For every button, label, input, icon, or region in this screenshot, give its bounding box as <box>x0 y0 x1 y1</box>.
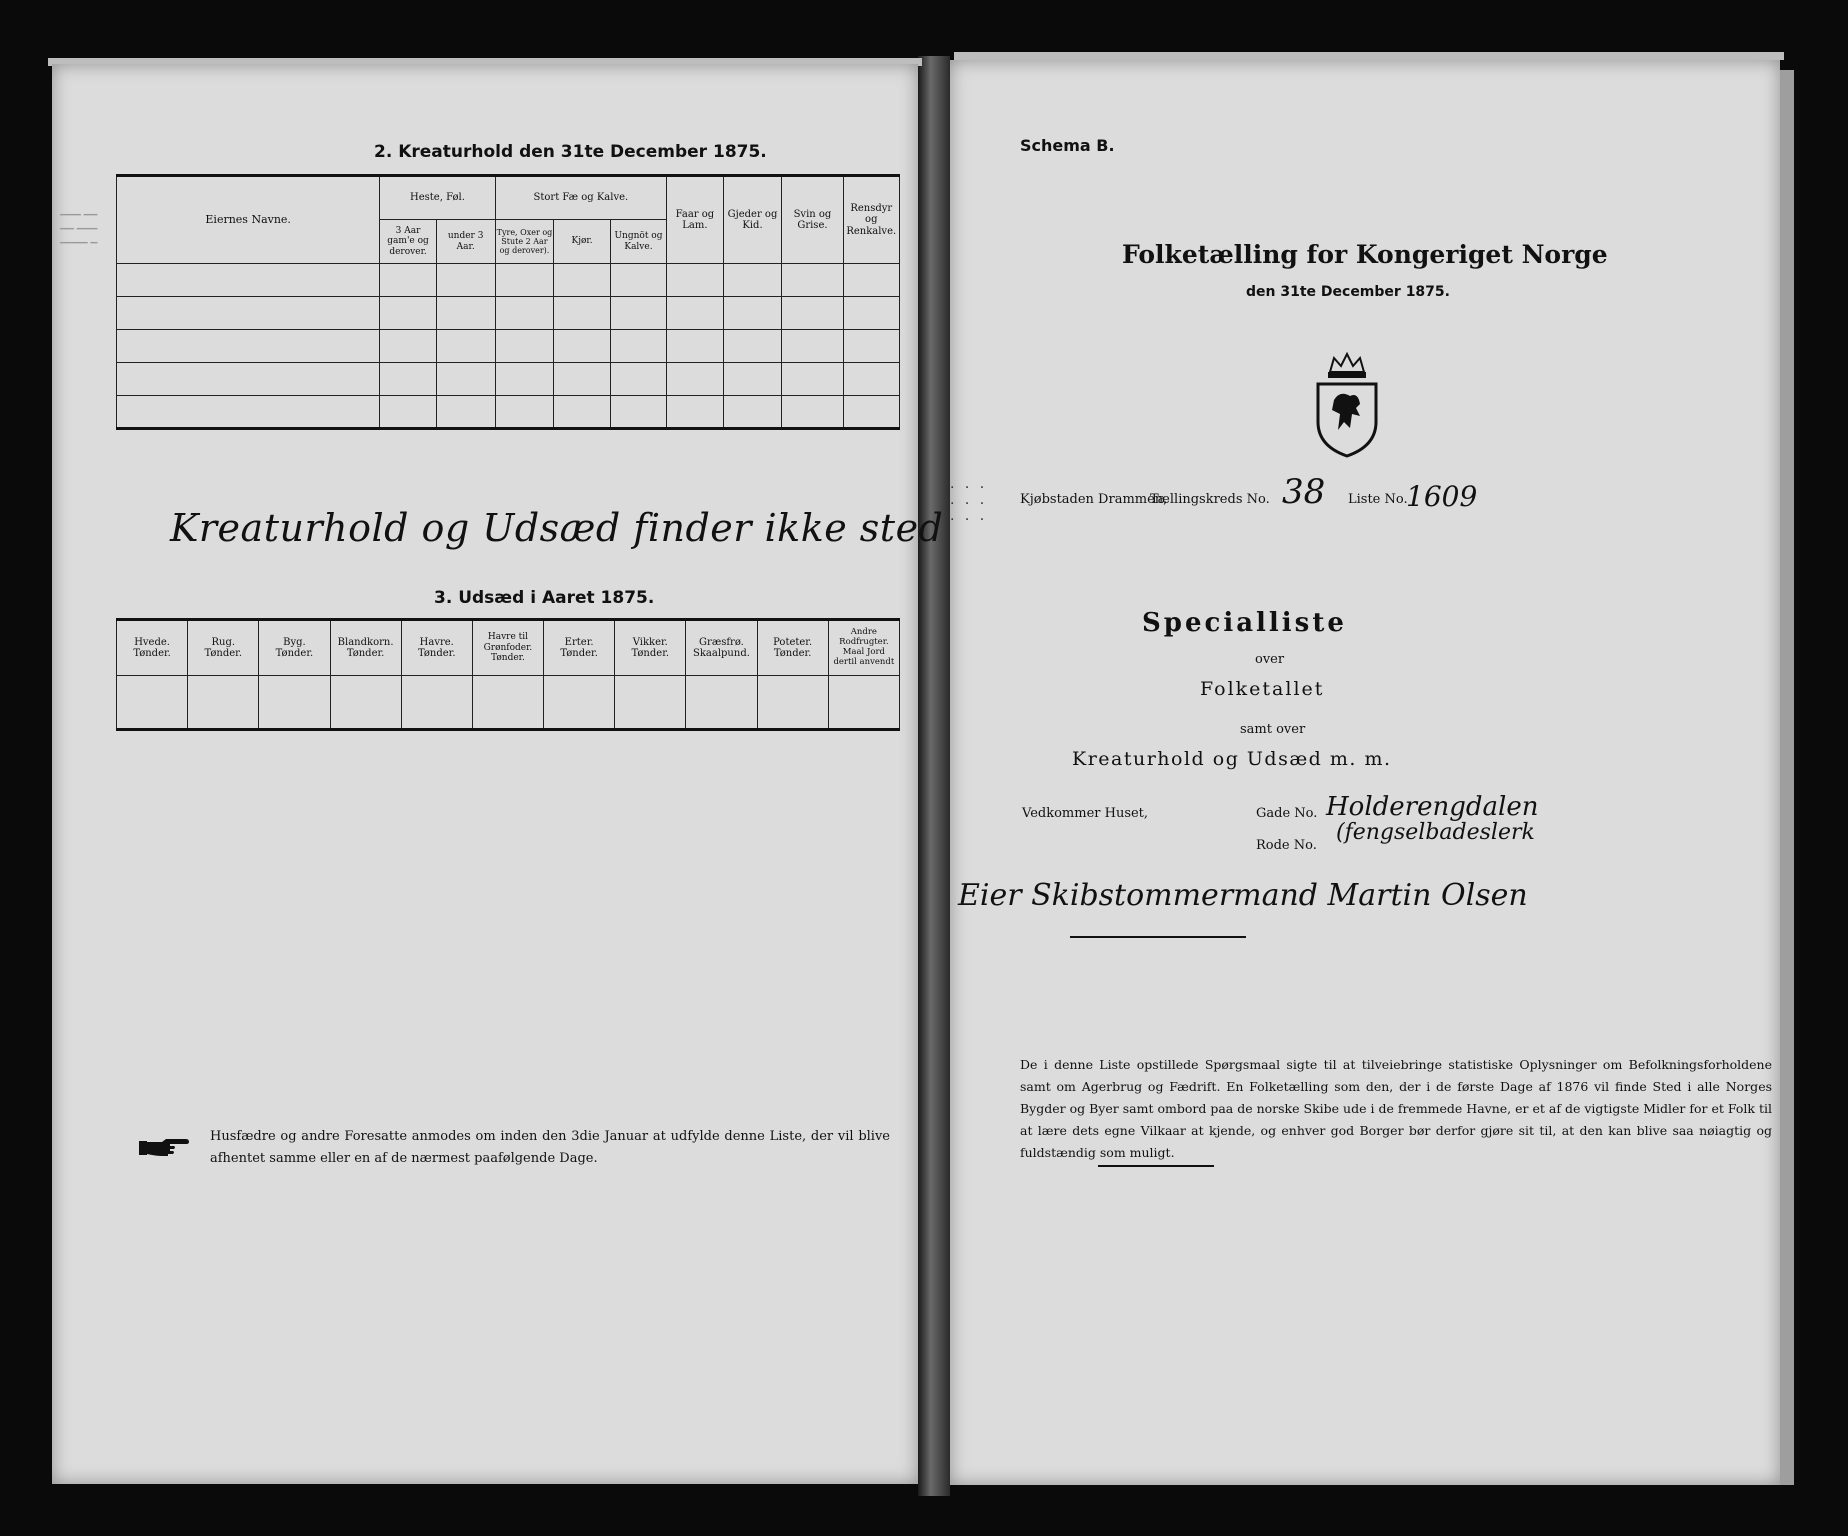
kjobstad-label: Kjøbstaden Drammen, <box>1020 492 1168 507</box>
section3-title: 3. Udsæd i Aaret 1875. <box>434 588 655 608</box>
cattle-header: Stort Fæ og Kalve. <box>495 176 667 220</box>
table-row <box>117 676 900 730</box>
section2-title: 2. Kreaturhold den 31te December 1875. <box>374 142 767 162</box>
horses-under3-header: under 3 Aar. <box>436 220 495 264</box>
dot-leader: · · · · · · · · · <box>950 480 988 528</box>
gade-value-2: (fengselbadeslerk <box>1336 820 1535 845</box>
liste-value: 1609 <box>1406 480 1478 513</box>
calves-header: Ungnöt og Kalve. <box>610 220 666 264</box>
table-row <box>117 297 900 330</box>
seed-header-green-fodder: Havre til Grønfoder. Tønder. <box>472 620 543 676</box>
right-page-edge <box>954 52 1784 60</box>
bulls-header: Tyre, Oxer og Stute 2 Aar og derover). <box>495 220 554 264</box>
notice-text: Husfædre og andre Foresatte anmodes om inden den 3die Januar at udfylde denne Liste, der vil blive afhentet samme eller en af de nærmest paafølgende Dage. <box>210 1129 890 1166</box>
horses-3yr-header: 3 Aar gam'e og derover. <box>380 220 436 264</box>
specialliste-title: Specialliste <box>1142 608 1347 638</box>
table-row <box>117 264 900 297</box>
right-page <box>950 60 1780 1485</box>
gade-value: Holderengdalen <box>1326 792 1539 822</box>
seed-header-mixed-grain: Blandkorn. Tønder. <box>330 620 401 676</box>
seed-header-wheat: Hvede. Tønder. <box>117 620 188 676</box>
table-row <box>117 396 900 429</box>
table-row <box>117 363 900 396</box>
seed-header-root-crops: Andre Rodfrugter. Maal Jord dertil anvendt <box>828 620 899 676</box>
left-page <box>52 64 944 1484</box>
explanation-paragraph: De i denne Liste opstillede Spørgsmaal sigte til at tilveiebringe statistiske Oplysninger om Befolkningsforholdene samt om Agerbrug og Fædrift. En Folketælling som den, der i de første Dage af 1876 vil finde Sted i alle Norges Bygder og Byer samt ombord paa de norske Skibe ude i de fremmede Havne, er et af de vigtigste Midler for et Folk til at lære dets egne Vilkaar at kjende, og enhver god Borger bør derfor gjøre sit til, at den kan blive saa nøiagtig og fuldstændig som muligt. <box>1020 1057 1772 1160</box>
seed-table <box>116 618 900 731</box>
pigs-header: Svin og Grise. <box>782 176 843 264</box>
divider-line-bottom <box>1098 1165 1214 1167</box>
coat-of-arms-icon <box>1310 350 1384 464</box>
folketallet-text: Folketallet <box>1200 678 1325 700</box>
right-page-stack <box>1780 70 1794 1485</box>
cows-header: Kjør. <box>554 220 610 264</box>
kreds-label: Tællingskreds No. <box>1150 492 1270 507</box>
horses-header: Heste, Føl. <box>380 176 495 220</box>
seed-header-rye: Rug. Tønder. <box>188 620 259 676</box>
book-spine <box>918 56 950 1496</box>
gade-label: Gade No. <box>1256 806 1318 821</box>
sheep-header: Faar og Lam. <box>667 176 723 264</box>
pointing-hand-icon <box>138 1136 190 1164</box>
seed-header-barley: Byg. Tønder. <box>259 620 330 676</box>
bleed-through: ▁▁▁ ▁▁ ▁▁ ▁▁▁ ▁▁▁▁ ▁ <box>60 206 98 244</box>
over-text-1: over <box>1255 652 1285 667</box>
owner-names-header: Eiernes Navne. <box>117 176 380 264</box>
table-row <box>117 330 900 363</box>
seed-header-vetch: Vikker. Tønder. <box>615 620 686 676</box>
title-date: den 31te December 1875. <box>1246 284 1450 300</box>
samt-over-text: samt over <box>1240 722 1306 737</box>
owner-handwriting: Eier Skibstommermand Martin Olsen <box>958 878 1528 913</box>
kreaturhold-text: Kreaturhold og Udsæd m. m. <box>1072 748 1392 770</box>
seed-header-potatoes: Poteter. Tønder. <box>757 620 828 676</box>
reindeer-header: Rensdyr og Renkalve. <box>843 176 899 264</box>
seed-header-oats: Havre. Tønder. <box>401 620 472 676</box>
vedkommer-label: Vedkommer Huset, <box>1022 806 1149 821</box>
liste-label: Liste No. <box>1348 492 1408 507</box>
schema-label: Schema B. <box>1020 136 1115 155</box>
seed-header-grass-seed: Græsfrø. Skaalpund. <box>686 620 757 676</box>
kreds-value: 38 <box>1282 472 1326 512</box>
rode-label: Rode No. <box>1256 838 1317 853</box>
goats-header: Gjeder og Kid. <box>723 176 782 264</box>
divider-line <box>1070 936 1246 938</box>
seed-header-peas: Erter. Tønder. <box>544 620 615 676</box>
handwritten-note: Kreaturhold og Udsæd finder ikke sted <box>170 506 944 550</box>
livestock-table <box>116 174 900 430</box>
main-title: Folketælling for Kongeriget Norge <box>1122 240 1608 269</box>
